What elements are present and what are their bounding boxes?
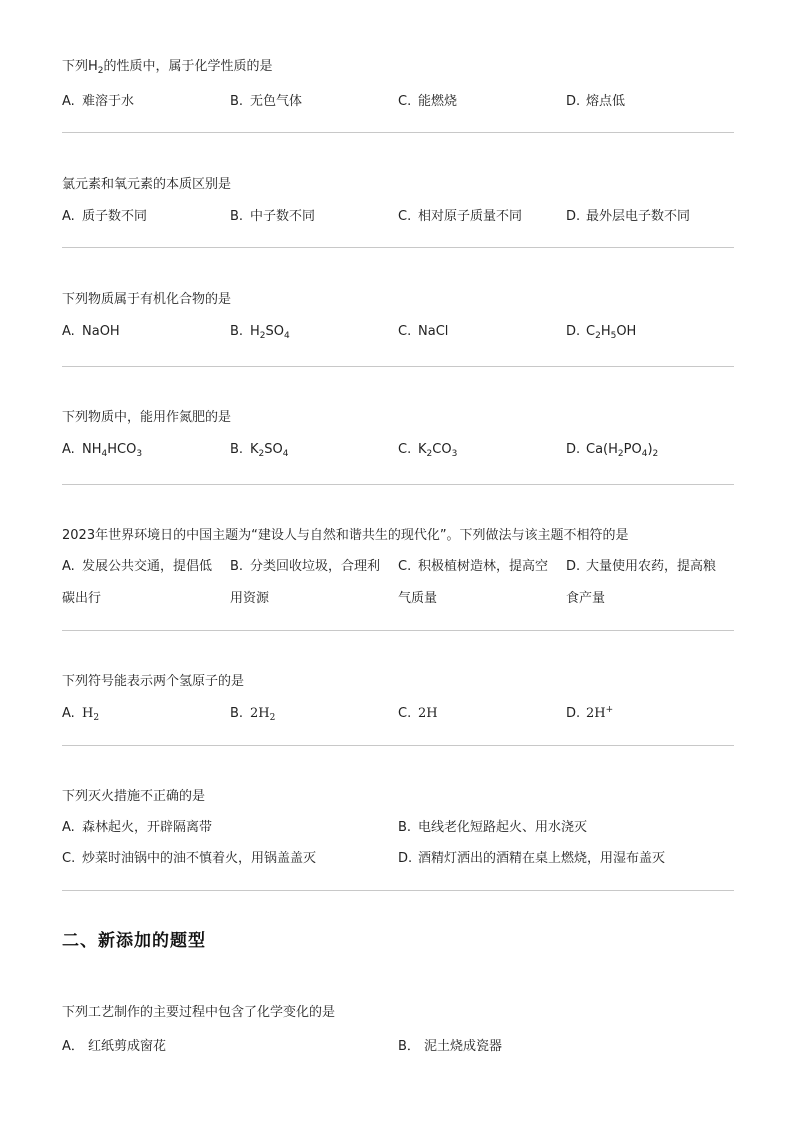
formula-part: H	[250, 324, 260, 339]
option-letter: D.	[566, 94, 581, 109]
section-title: 二、新添加的题型	[62, 931, 206, 951]
option-letter: D.	[566, 442, 581, 457]
option-letter: C.	[62, 851, 76, 866]
subscript: 2	[97, 66, 104, 76]
option-text: 分类回收垃圾，合理利用资源	[230, 559, 381, 606]
option-text: 相对原子质量不同	[418, 209, 523, 224]
option-d	[566, 706, 613, 722]
formula-part: H	[600, 324, 611, 339]
subscript: 5	[610, 331, 617, 341]
question-stem: 下列物质属于有机化合物的是	[62, 292, 232, 307]
formula	[586, 442, 658, 457]
formula-part: 2H	[418, 706, 438, 721]
formula-part: Ca(H	[586, 442, 618, 457]
formula-part: H	[82, 706, 94, 721]
formula-part: )	[647, 442, 653, 457]
divider	[62, 630, 734, 631]
formula-part: CO	[432, 442, 452, 457]
option-letter: D.	[566, 706, 581, 721]
option-a	[62, 442, 142, 458]
option-a	[62, 820, 212, 836]
divider	[62, 132, 734, 133]
divider	[62, 745, 734, 746]
option-text: 中子数不同	[250, 209, 316, 224]
option-letter: B.	[230, 209, 244, 224]
option-b	[230, 324, 290, 340]
option-letter: A.	[62, 442, 75, 457]
option-letter: C.	[398, 442, 412, 457]
option-letter: C.	[398, 209, 412, 224]
formula-part: SO	[265, 324, 284, 339]
option-d	[566, 94, 625, 110]
option-b	[398, 1039, 502, 1055]
option-d	[566, 209, 690, 225]
option-text: 森林起火，开辟隔离带	[82, 820, 213, 835]
option-letter: B.	[230, 559, 244, 574]
formula-part: HCO	[107, 442, 137, 457]
subscript: 3	[451, 449, 458, 459]
option-text: 电线老化短路起火、用水浇灭	[418, 820, 588, 835]
option-b	[230, 209, 315, 225]
option-b	[230, 442, 288, 458]
stem-text: 的性质中，属于化学性质的是	[103, 59, 273, 74]
formula-part: SO	[264, 442, 283, 457]
subscript: 2	[93, 713, 100, 723]
option-letter: D.	[566, 209, 581, 224]
option-text: NaOH	[82, 324, 120, 339]
formula-part: NH	[82, 442, 102, 457]
option-b	[398, 820, 587, 836]
option-text: 最外层电子数不同	[586, 209, 691, 224]
subscript: 4	[641, 449, 648, 459]
divider	[62, 484, 734, 485]
option-text: 大量使用农药，提高粮食产量	[566, 559, 717, 606]
formula	[250, 324, 290, 339]
option-text: 积极植树造林，提高空气质量	[398, 559, 549, 606]
option-letter: A.	[62, 209, 75, 224]
option-text: 红纸剪成窗花	[88, 1039, 167, 1054]
question-stem: 下列物质中，能用作氮肥的是	[62, 410, 232, 425]
stem-text: 下列H	[62, 59, 98, 74]
formula-part: C	[586, 324, 596, 339]
option-c	[398, 706, 438, 722]
divider	[62, 366, 734, 367]
option-text: NaCl	[418, 324, 449, 339]
question-stem: 下列符号能表示两个氢原子的是	[62, 674, 245, 689]
option-letter: B.	[230, 442, 244, 457]
option-letter: A．	[62, 1039, 84, 1054]
option-letter: B.	[230, 94, 244, 109]
formula-part: OH	[616, 324, 637, 339]
formula	[586, 324, 636, 339]
option-letter: B．	[398, 1039, 420, 1054]
subscript: 2	[259, 331, 266, 341]
option-text: 炒菜时油锅中的油不慎着火，用锅盖盖灭	[82, 851, 317, 866]
question-stem: 氯元素和氧元素的本质区别是	[62, 177, 232, 192]
subscript: 2	[269, 713, 276, 723]
option-a	[62, 324, 120, 340]
option-letter: A.	[62, 559, 75, 574]
option-letter: C.	[398, 559, 412, 574]
option-d	[566, 442, 658, 458]
option-c	[398, 209, 522, 225]
question-stem: 下列工艺制作的主要过程中包含了化学变化的是	[62, 1005, 336, 1020]
subscript: 2	[595, 331, 601, 341]
option-text: 酒精灯洒出的酒精在桌上燃烧，用湿布盖灭	[418, 851, 666, 866]
formula	[250, 442, 288, 457]
subscript: 2	[652, 449, 659, 459]
option-d	[566, 551, 716, 615]
option-text: 无色气体	[250, 94, 303, 109]
subscript: 3	[136, 449, 143, 459]
option-a	[62, 706, 99, 722]
subscript: 4	[284, 331, 290, 341]
option-letter: D.	[566, 324, 581, 339]
subscript: 2	[258, 449, 265, 459]
subscript: 4	[101, 449, 108, 459]
divider	[62, 247, 734, 248]
option-letter: A.	[62, 94, 75, 109]
option-letter: B.	[230, 324, 244, 339]
option-letter: A.	[62, 820, 75, 835]
option-c	[398, 551, 548, 615]
option-text: 发展公共交通，提倡低碳出行	[62, 559, 213, 606]
option-d	[398, 851, 665, 867]
option-letter: A.	[62, 706, 75, 721]
formula	[418, 442, 457, 457]
option-c	[398, 94, 457, 110]
option-b	[230, 706, 275, 722]
option-c	[62, 851, 316, 867]
option-letter: D.	[566, 559, 581, 574]
option-a	[62, 551, 212, 615]
option-a	[62, 94, 134, 110]
formula-part: K	[418, 442, 427, 457]
option-c	[398, 442, 457, 458]
superscript: +	[605, 705, 614, 715]
option-letter: D.	[398, 851, 413, 866]
option-a	[62, 209, 147, 225]
option-c	[398, 324, 448, 340]
formula-part: 2H	[250, 706, 270, 721]
formula-part: K	[250, 442, 259, 457]
formula	[82, 442, 142, 457]
formula-part: 2H	[586, 706, 606, 721]
option-b	[230, 551, 380, 615]
option-letter: B.	[230, 706, 244, 721]
option-letter: B.	[398, 820, 412, 835]
option-text: 泥土烧成瓷器	[424, 1039, 503, 1054]
formula-part: PO	[623, 442, 642, 457]
option-b	[230, 94, 302, 110]
option-a	[62, 1039, 166, 1055]
option-text: 难溶于水	[82, 94, 135, 109]
option-letter: C.	[398, 324, 412, 339]
question-stem	[62, 59, 273, 75]
option-letter: C.	[398, 706, 412, 721]
option-letter: A.	[62, 324, 75, 339]
option-text: 能燃烧	[418, 94, 458, 109]
option-d	[566, 324, 636, 340]
option-text: 熔点低	[586, 94, 626, 109]
subscript: 4	[282, 449, 289, 459]
question-stem: 下列灭火措施不正确的是	[62, 789, 206, 804]
option-text: 质子数不同	[82, 209, 148, 224]
subscript: 2	[617, 449, 624, 459]
subscript: 2	[426, 449, 433, 459]
question-stem: 2023年世界环境日的中国主题为“建设人与自然和谐共生的现代化”。下列做法与该主题不相符的是	[62, 528, 629, 543]
divider	[62, 890, 734, 891]
option-letter: C.	[398, 94, 412, 109]
